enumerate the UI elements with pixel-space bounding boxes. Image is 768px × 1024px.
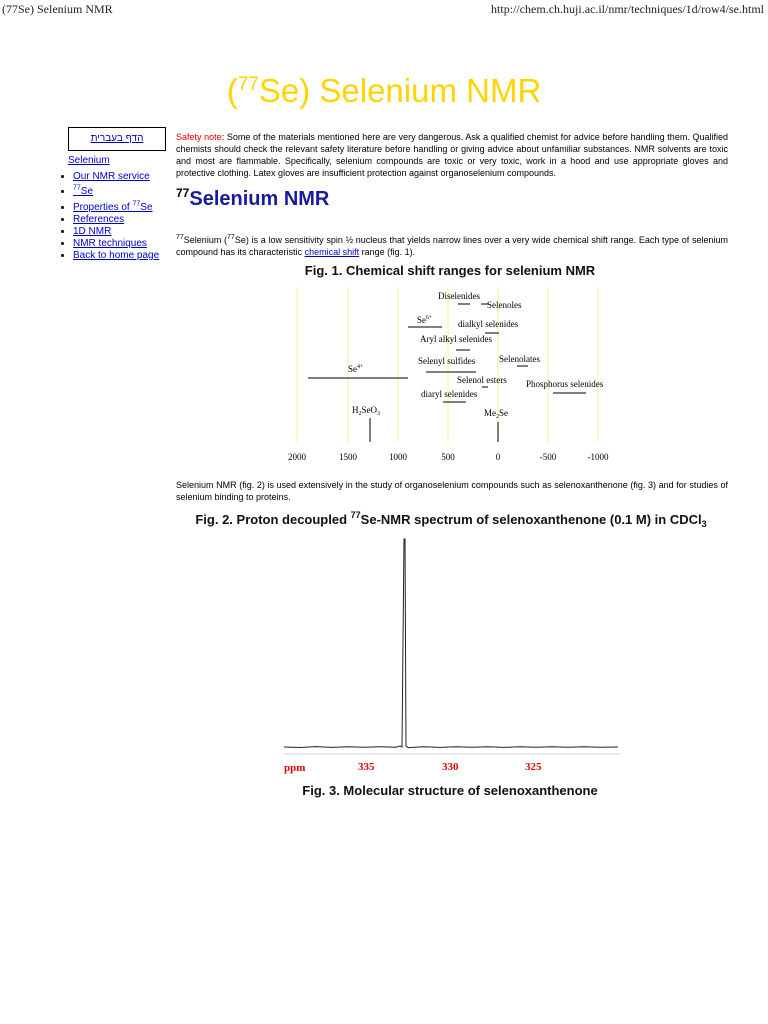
fig1-label-selenolesters: Selenol esters	[457, 375, 507, 385]
page-url: http://chem.ch.huji.ac.il/nmr/techniques/1d/row4/se.html	[491, 2, 764, 16]
fig1-shift-range-chart	[280, 282, 620, 467]
hebrew-page-box[interactable]	[68, 127, 166, 151]
fig1-label-h2seo3: $H_2SeO_3$	[352, 405, 380, 417]
sidebar-item-home[interactable]: • Back to home page	[73, 250, 159, 262]
fig2-axis-unit: ppm	[284, 762, 306, 774]
intro-paragraph: $^{77}$Selenium ($^{77}$Se) is a low sensitivity spin ½ nucleus that yields narrow lines over a very wide chemical shift range. Each type of selenium compound has its characteristic chemical shift range (fig. 1).	[176, 234, 728, 257]
fig1-tick-label: 0	[495, 452, 501, 462]
fig1-label-dialkyl: dialkyl selenides	[458, 319, 519, 329]
fig1-label-selenolates: Selenolates	[499, 354, 540, 364]
fig1-tick-label: -1000	[587, 452, 609, 462]
page-title: ($^{77}$Se) Selenium NMR	[226, 72, 542, 109]
fig2-baseline	[284, 539, 618, 748]
fig1-label-se6: $Se^{6+}$	[417, 315, 433, 325]
fig1-tick-label: 1000	[389, 452, 407, 462]
hebrew-page-link[interactable]: הדף בעברית	[90, 133, 144, 144]
browser-page-title: (77Se) Selenium NMR	[2, 2, 113, 16]
fig1-tick-label: 2000	[288, 452, 306, 462]
fig2-tick-label: 335	[358, 761, 375, 773]
fig2-caption: Fig. 2. Proton decoupled $^{77}$Se-NMR spectrum of selenoxanthenone (0.1 M) in CDCl$_3$	[195, 510, 707, 529]
sidebar-item-77se[interactable]: • $^{77}$Se	[73, 183, 159, 198]
section-heading: $^{77}$Selenium NMR	[176, 186, 330, 210]
sidebar-item-nmr-service[interactable]: • Our NMR service	[73, 171, 159, 183]
fig1-tick-label: 500	[441, 452, 455, 462]
fig1-tick-label: 1500	[339, 452, 357, 462]
fig1-tick-label: -500	[539, 452, 557, 462]
sidebar-heading-selenium[interactable]: Selenium	[68, 155, 110, 166]
fig1-label-diaryl: diaryl selenides	[421, 389, 478, 399]
fig1-label-selenoles: Selenoles	[487, 300, 522, 310]
fig1-label-diselenides: Diselenides	[438, 291, 480, 301]
fig2-tick-label: 330	[442, 761, 459, 773]
sidebar-item-nmr-techniques[interactable]: • NMR techniques	[73, 238, 159, 250]
sidebar-nav	[62, 171, 159, 262]
fig1-caption: Fig. 1. Chemical shift ranges for selenium NMR	[304, 263, 596, 278]
selenium-usage-paragraph: Selenium NMR (fig. 2) is used extensively in the study of organoselenium compounds such as selenoxanthenone (fig. 3) and for studies of selenium binding to proteins.	[176, 480, 728, 502]
safety-note-label: Safety note	[176, 132, 222, 142]
fig1-label-se4: $Se^{4+}$	[348, 364, 364, 374]
sidebar-item-properties[interactable]: • Properties of $^{77}$Se	[73, 198, 159, 213]
fig2-tick-label: 325	[525, 761, 542, 773]
safety-note: Safety note: Some of the materials mentioned here are very dangerous. Ask a qualified chemist for advice before handling them. Qualified chemists should check the relevant safety literature before handling or giving advice about unfamiliar substances. NMR solvents are toxic and most are flammable. Specifically, selenium compounds are toxic or very toxic, work in a hood and use appropriate gloves and protective clothing. Latex gloves are insufficient protection against organoselenium compounds.	[176, 132, 728, 178]
fig1-label-phosphorus: Phosphorus selenides	[526, 379, 604, 389]
fig1-label-selenyl: Selenyl sulfides	[418, 356, 476, 366]
chemical-shift-link[interactable]: chemical shift	[304, 247, 360, 257]
fig3-caption: Fig. 3. Molecular structure of selenoxanthenone	[302, 783, 598, 798]
fig1-label-arylalkyl: Aryl alkyl selenides	[420, 334, 492, 344]
fig2-nmr-spectrum	[280, 535, 625, 775]
sidebar-item-references[interactable]: • References	[73, 214, 159, 226]
sidebar-item-1d-nmr[interactable]: • 1D NMR	[73, 226, 159, 238]
fig1-label-me2se: $Me_2Se$	[484, 408, 508, 420]
